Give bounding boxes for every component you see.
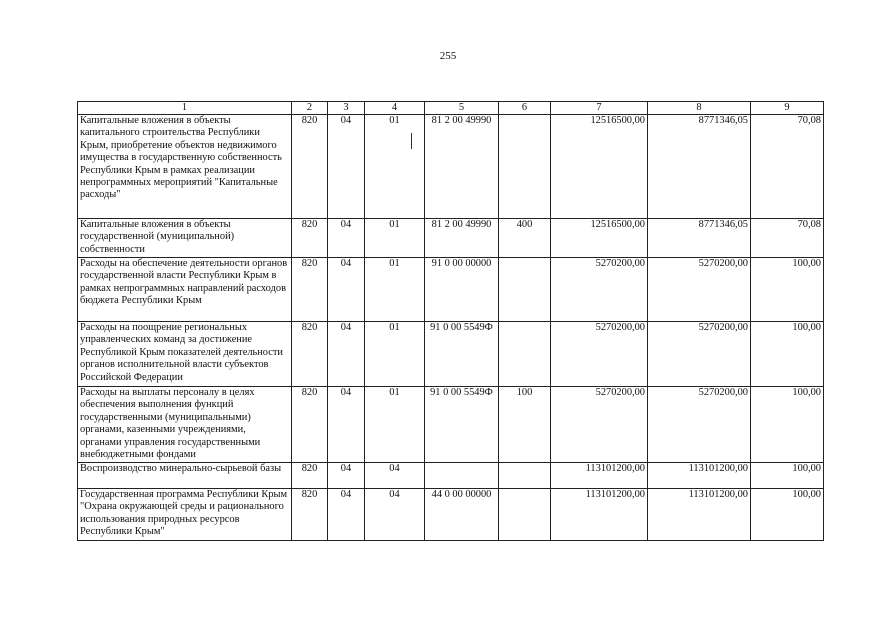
column-header: 9 [751, 102, 824, 115]
cell-col2: 820 [292, 322, 328, 387]
cell-col4: 01 [365, 258, 425, 322]
table-row [78, 463, 824, 489]
cell-col5: 44 0 00 00000 [425, 489, 499, 541]
cell-col4: 04 [365, 463, 425, 489]
cell-col5: 81 2 00 49990 [425, 219, 499, 258]
cell-col6 [499, 322, 551, 387]
table-row [78, 322, 824, 387]
cell-col3: 04 [328, 387, 365, 463]
cell-col7: 113101200,00 [551, 463, 648, 489]
cell-col5: 81 2 00 49990 [425, 115, 499, 219]
row-name: Государственная программа Республики Крым "Охрана окружающей среды и рационального использования природных ресурсов Республики Крым" [78, 489, 292, 541]
cell-col5: 91 0 00 5549Ф [425, 387, 499, 463]
cell-col4: 04 [365, 489, 425, 541]
cell-col2: 820 [292, 463, 328, 489]
cell-col8: 8771346,05 [648, 219, 751, 258]
cell-col4: 01 [365, 219, 425, 258]
row-name: Капитальные вложения в объекты государственной (муниципальной) собственности [78, 219, 292, 258]
row-name: Воспроизводство минерально-сырьевой базы [78, 463, 292, 489]
cell-col3: 04 [328, 115, 365, 219]
row-name: Капитальные вложения в объекты капитального строительства Республики Крым, приобретение объектов недвижимого имущества в государственную собственность Республики Крым в рамках реализации непрограммных мероприятий "Капитальные расходы" [78, 115, 292, 219]
column-header: 2 [292, 102, 328, 115]
cell-col6 [499, 463, 551, 489]
row-name: Расходы на выплаты персоналу в целях обеспечения выполнения функций государственными (муниципальными) органами, казенными учреждениями, органами управления государственными внебюджетными фондами [78, 387, 292, 463]
cell-col7: 12516500,00 [551, 115, 648, 219]
table-row [78, 387, 824, 463]
cell-col6: 100 [499, 387, 551, 463]
cell-col2: 820 [292, 387, 328, 463]
cell-col6 [499, 115, 551, 219]
column-header: 1 [78, 102, 292, 115]
page-number: 255 [439, 50, 457, 62]
cell-col9: 100,00 [751, 489, 824, 541]
cell-col8: 8771346,05 [648, 115, 751, 219]
cell-col3: 04 [328, 322, 365, 387]
cell-col7: 5270200,00 [551, 258, 648, 322]
budget-table [77, 101, 824, 541]
cell-col8: 5270200,00 [648, 322, 751, 387]
cell-col4: 01 [365, 115, 425, 219]
cell-col7: 5270200,00 [551, 322, 648, 387]
cell-col9: 70,08 [751, 115, 824, 219]
column-header: 6 [499, 102, 551, 115]
cell-col7: 12516500,00 [551, 219, 648, 258]
cell-col8: 5270200,00 [648, 258, 751, 322]
cell-col2: 820 [292, 219, 328, 258]
cell-col6 [499, 258, 551, 322]
cell-col5: 91 0 00 00000 [425, 258, 499, 322]
cell-col2: 820 [292, 115, 328, 219]
cell-col2: 820 [292, 489, 328, 541]
column-header: 7 [551, 102, 648, 115]
cell-col4: 01 [365, 387, 425, 463]
cell-col9: 100,00 [751, 463, 824, 489]
row-name: Расходы на поощрение региональных управленческих команд за достижение Республикой Крым показателей деятельности органов исполнительной власти субъектов Российской Федерации [78, 322, 292, 387]
column-header: 5 [425, 102, 499, 115]
table-row [78, 219, 824, 258]
cell-col8: 5270200,00 [648, 387, 751, 463]
column-header: 3 [328, 102, 365, 115]
cell-col3: 04 [328, 463, 365, 489]
cell-col5: 91 0 00 5549Ф [425, 322, 499, 387]
cell-col8: 113101200,00 [648, 463, 751, 489]
cell-col7: 113101200,00 [551, 489, 648, 541]
cell-col3: 04 [328, 489, 365, 541]
table-row [78, 489, 824, 541]
cell-col9: 100,00 [751, 258, 824, 322]
column-header: 4 [365, 102, 425, 115]
cell-col6 [499, 489, 551, 541]
cell-col5 [425, 463, 499, 489]
header-row [78, 102, 824, 115]
cell-col3: 04 [328, 258, 365, 322]
row-name: Расходы на обеспечение деятельности органов государственной власти Республики Крым в рамках непрограммных направлений расходов бюджета Республики Крым [78, 258, 292, 322]
table-row [78, 115, 824, 219]
cell-col8: 113101200,00 [648, 489, 751, 541]
cell-col2: 820 [292, 258, 328, 322]
cell-col4: 01 [365, 322, 425, 387]
column-header: 8 [648, 102, 751, 115]
cell-col3: 04 [328, 219, 365, 258]
cell-col9: 100,00 [751, 322, 824, 387]
pen-mark [411, 133, 412, 149]
cell-col7: 5270200,00 [551, 387, 648, 463]
cell-col6: 400 [499, 219, 551, 258]
table-row [78, 258, 824, 322]
cell-col9: 100,00 [751, 387, 824, 463]
cell-col9: 70,08 [751, 219, 824, 258]
